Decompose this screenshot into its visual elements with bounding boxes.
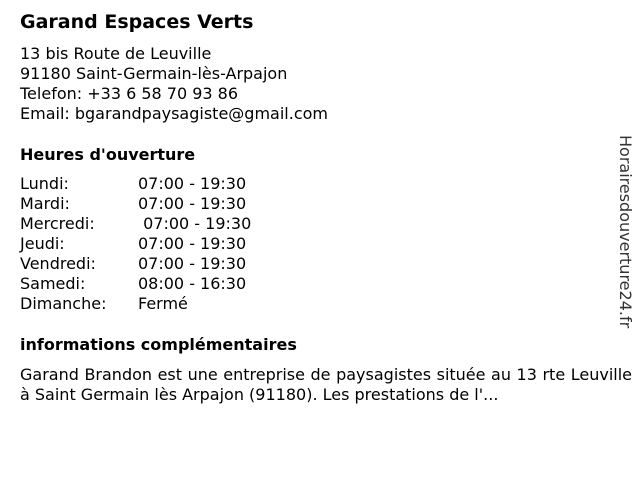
day-label: Samedi: — [20, 274, 86, 293]
time-range: 07:00 - 19:30 — [138, 194, 247, 213]
address-city: 91180 Saint-Germain-lès-Arpajon — [20, 64, 288, 83]
address-street: 13 bis Route de Leuville — [20, 44, 212, 63]
time-range: Fermé — [138, 294, 188, 313]
additional-info-heading: informations complémentaires — [20, 335, 297, 354]
business-name: Garand Espaces Verts — [20, 11, 254, 33]
business-description: Garand Brandon est une entreprise de paysagistes située au 13 rte Leuville à Saint Germain lès Arpajon (91180). Les prestations de l'... — [20, 365, 632, 404]
time-range: 07:00 - 19:30 — [138, 234, 247, 253]
phone-number: Telefon: +33 6 58 70 93 86 — [20, 84, 239, 103]
time-range: 07:00 - 19:30 — [138, 174, 247, 193]
day-label: Vendredi: — [20, 254, 96, 273]
day-label: Lundi: — [20, 174, 69, 193]
time-range: 07:00 - 19:30 — [138, 254, 247, 273]
day-label: Jeudi: — [20, 234, 65, 253]
day-label: Dimanche: — [20, 294, 107, 313]
day-label: Mercredi: — [20, 214, 95, 233]
day-label: Mardi: — [20, 194, 70, 213]
time-range: 08:00 - 16:30 — [138, 274, 247, 293]
opening-hours-heading: Heures d'ouverture — [20, 145, 196, 164]
site-watermark: Horairesdouverture24.fr — [616, 135, 635, 329]
contact-block — [20, 44, 328, 124]
email-address: Email: bgarandpaysagiste@gmail.com — [20, 104, 328, 123]
time-range: 07:00 - 19:30 — [138, 214, 252, 233]
